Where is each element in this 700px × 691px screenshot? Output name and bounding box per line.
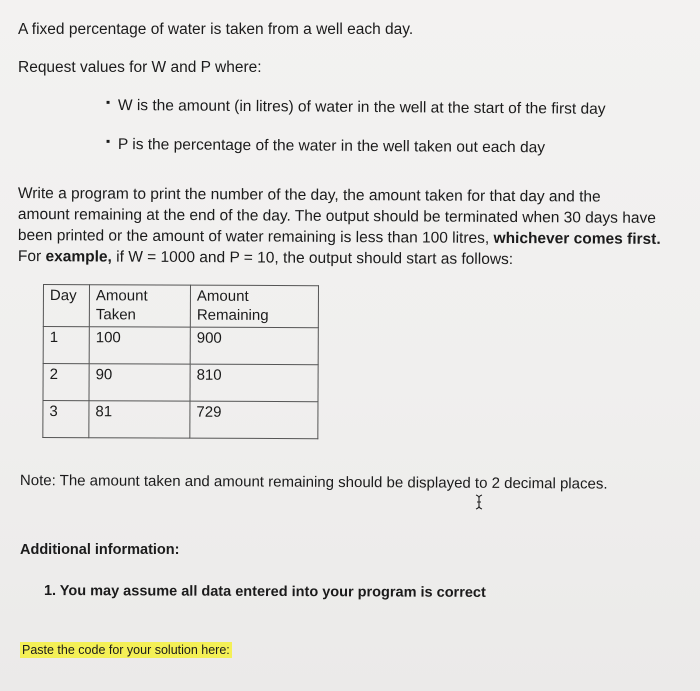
output-table xyxy=(42,284,319,439)
paste-prompt xyxy=(20,640,232,660)
request-text: Request values for W and P where: xyxy=(18,59,262,76)
header-amount-taken-1: Amount xyxy=(95,287,148,305)
paste-prompt-text: Paste the code for your solution here: xyxy=(22,643,230,657)
cell-taken: 100 xyxy=(89,327,190,364)
table-row xyxy=(43,364,318,402)
paragraph-line-2: amount remaining at the end of the day. The output should be terminated when 30 days have xyxy=(17,205,656,227)
intro-text: A fixed percentage of water is taken from a well each day. xyxy=(18,21,414,38)
cell-remaining: 729 xyxy=(190,401,318,439)
table-row xyxy=(43,327,318,365)
cell-remaining: 900 xyxy=(190,327,318,365)
paragraph-line-4 xyxy=(18,247,513,270)
paragraph-line-3-text: been printed or the amount of water remaining is less than 100 litres, xyxy=(17,226,494,247)
header-amount-taken-2: Taken xyxy=(95,306,136,324)
paragraph-line-4-text: if W = 1000 and P = 10, the output should start as follows: xyxy=(111,248,514,269)
cell-day: 3 xyxy=(43,401,89,438)
paragraph-example: example, xyxy=(45,248,112,266)
additional-item-1: 1. You may assume all data entered into your program is correct xyxy=(43,583,486,601)
paragraph-line-1: Write a program to print the number of the day, the amount taken for that day and the xyxy=(17,184,601,206)
header-amount-taken xyxy=(89,285,190,327)
paragraph-line-4-prefix: For xyxy=(17,247,46,266)
cell-taken: 90 xyxy=(89,364,190,401)
table-row xyxy=(43,401,318,439)
bullet-icon: ▪ xyxy=(106,95,111,109)
bullet-p: P is the percentage of the water in the well taken out each day xyxy=(117,135,546,157)
bullet-icon: ▪ xyxy=(106,134,111,148)
cell-taken: 81 xyxy=(89,401,190,438)
note-text: Note: The amount taken and amount remaining should be displayed to 2 decimal places. xyxy=(19,471,608,493)
header-amount-remaining xyxy=(190,285,318,328)
paragraph-emphasis: whichever comes first. xyxy=(493,229,661,248)
table-header-row xyxy=(43,285,318,328)
bullet-w: W is the amount (in litres) of water in the well at the start of the first day xyxy=(117,96,606,118)
paragraph-line-3 xyxy=(18,226,661,250)
header-day: Day xyxy=(43,285,89,327)
text-cursor-icon xyxy=(474,494,484,510)
header-amount-remaining-1: Amount xyxy=(196,287,249,305)
header-amount-remaining-2: Remaining xyxy=(196,306,269,324)
cell-remaining: 810 xyxy=(190,364,318,402)
additional-heading: Additional information: xyxy=(20,542,180,558)
cell-day: 1 xyxy=(43,327,89,364)
cell-day: 2 xyxy=(43,364,89,401)
